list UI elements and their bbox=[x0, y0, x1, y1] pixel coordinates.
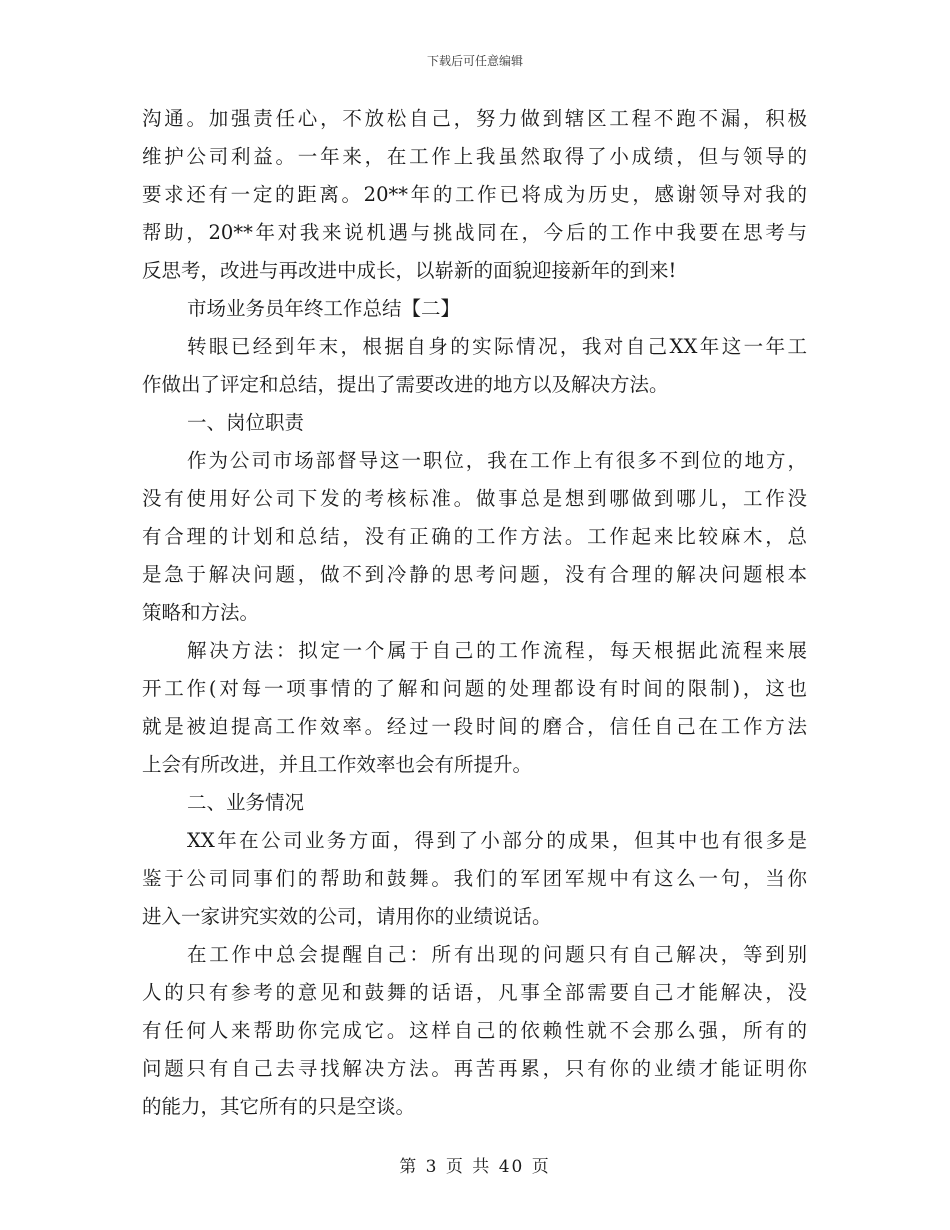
text-line: 进入一家讲究实效的公司，请用你的业绩说话。 bbox=[142, 905, 552, 928]
text-line: 的能力，其它所有的只是空谈。 bbox=[142, 1095, 416, 1118]
text-line: 没有使用好公司下发的考核标准。做事总是想到哪做到哪儿，工作没 bbox=[142, 487, 807, 510]
text-line: 就是被迫提高工作效率。经过一段时间的磨合，信任自己在工作方法 bbox=[142, 715, 807, 738]
text-line: 问题只有自己去寻找解决方法。再苦再累，只有你的业绩才能证明你 bbox=[142, 1057, 807, 1080]
page-header: 下载后可任意编辑 bbox=[426, 54, 523, 68]
text-line: 反思考，改进与再改进中成长，以崭新的面貌迎接新年的到来! bbox=[142, 259, 677, 282]
text-line: 有合理的计划和总结，没有正确的工作方法。工作起来比较麻木，总 bbox=[142, 525, 807, 548]
text-line: 是急于解决问题，做不到冷静的思考问题，没有合理的解决问题根本 bbox=[142, 563, 807, 586]
text-line: 帮助，20**年对我来说机遇与挑战同在，今后的工作中我要在思考与 bbox=[142, 221, 807, 244]
text-line: 维护公司利益。一年来，在工作上我虽然取得了小成绩，但与领导的 bbox=[142, 145, 807, 168]
document-body bbox=[142, 100, 807, 1126]
text-line: 沟通。加强责任心，不放松自己，努力做到辖区工程不跑不漏，积极 bbox=[142, 107, 807, 130]
text-line: 要求还有一定的距离。20**年的工作已将成为历史，感谢领导对我的 bbox=[142, 183, 807, 206]
text-line: 转眼已经到年末，根据自身的实际情况，我对自己XX年这一年工 bbox=[187, 335, 807, 358]
text-line: 有任何人来帮助你完成它。这样自己的依赖性就不会那么强，所有的 bbox=[142, 1019, 807, 1042]
text-line: 开工作(对每一项事情的了解和问题的处理都设有时间的限制)，这也 bbox=[142, 677, 807, 700]
text-line: 一、岗位职责 bbox=[187, 411, 305, 434]
text-line: 二、业务情况 bbox=[187, 791, 305, 814]
text-line: XX年在公司业务方面，得到了小部分的成果，但其中也有很多是 bbox=[187, 829, 807, 852]
text-line: 在工作中总会提醒自己：所有出现的问题只有自己解决，等到别 bbox=[187, 943, 807, 966]
text-line: 策略和方法。 bbox=[142, 601, 260, 624]
text-line: 作做出了评定和总结，提出了需要改进的地方以及解决方法。 bbox=[142, 373, 669, 396]
page-footer: 第 3 页 共 40 页 bbox=[399, 1157, 551, 1177]
text-line: 上会有所改进，并且工作效率也会有所提升。 bbox=[142, 753, 533, 776]
text-line: 作为公司市场部督导这一职位，我在工作上有很多不到位的地方， bbox=[187, 449, 807, 472]
text-line: 市场业务员年终工作总结【二】 bbox=[187, 297, 461, 320]
text-line: 鉴于公司同事们的帮助和鼓舞。我们的军团军规中有这么一句，当你 bbox=[142, 867, 807, 890]
text-line: 解决方法：拟定一个属于自己的工作流程，每天根据此流程来展 bbox=[187, 639, 807, 662]
text-line: 人的只有参考的意见和鼓舞的话语，凡事全部需要自己才能解决，没 bbox=[142, 981, 807, 1004]
